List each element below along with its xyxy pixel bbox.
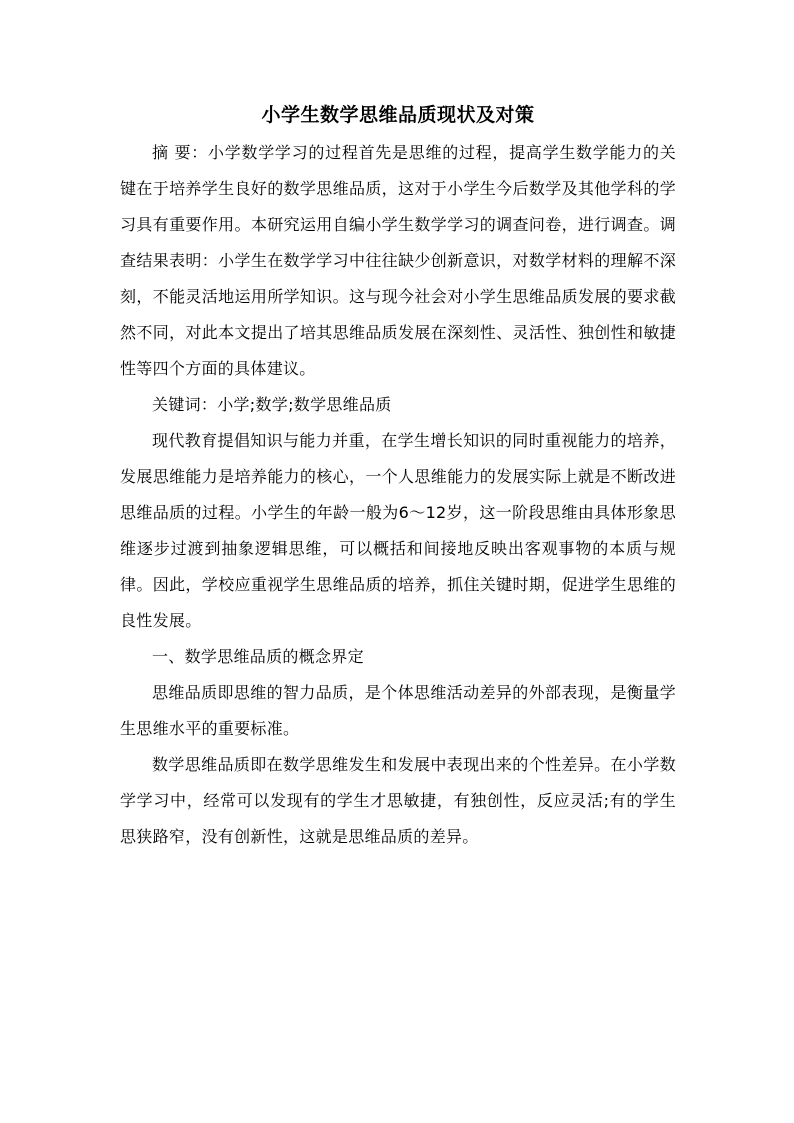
- section-paragraph: 数学思维品质即在数学思维发生和发展中表现出来的个性差异。在小学数学学习中，经常可以发现有的学生才思敏捷，有独创性，反应灵活;有的学生思狭路窄，没有创新性，这就是思维品质的差异。: [120, 755, 676, 846]
- document-body: [120, 100, 676, 855]
- abstract-paragraph: 摘 要：小学数学学习的过程首先是思维的过程，提高学生数学能力的关键在于培养学生良好的数学思维品质，这对于小学生今后数学及其他学科的学习具有重要作用。本研究运用自编小学生数学学习的调查问卷，进行调查。调查结果表明：小学生在数学学习中往往缺少创新意识，对数学材料的理解不深刻，不能灵活地运用所学知识。这与现今社会对小学生思维品质发展的要求截然不同，对此本文提出了培其思维品质发展在深刻性、灵活性、独创性和敏捷性等四个方面的具体建议。: [120, 143, 676, 378]
- document-title: 小学生数学思维品质现状及对策: [261, 104, 535, 126]
- section-paragraph: 思维品质即思维的智力品质，是个体思维活动差异的外部表现，是衡量学生思维水平的重要标准。: [120, 683, 676, 738]
- intro-paragraph: 现代教育提倡知识与能力并重，在学生增长知识的同时重视能力的培养，发展思维能力是培养能力的核心，一个人思维能力的发展实际上就是不断改进思维品质的过程。小学生的年龄一般为6～12岁，这一阶段思维由具体形象思维逐步过渡到抽象逻辑思维，可以概括和间接地反映出客观事物的本质与规律。因此，学校应重视学生思维品质的培养，抓住关键时期，促进学生思维的良性发展。: [120, 431, 676, 630]
- keywords-paragraph: 关键词：小学;数学;数学思维品质: [152, 395, 392, 414]
- section-heading: 一、数学思维品质的概念界定: [152, 647, 364, 666]
